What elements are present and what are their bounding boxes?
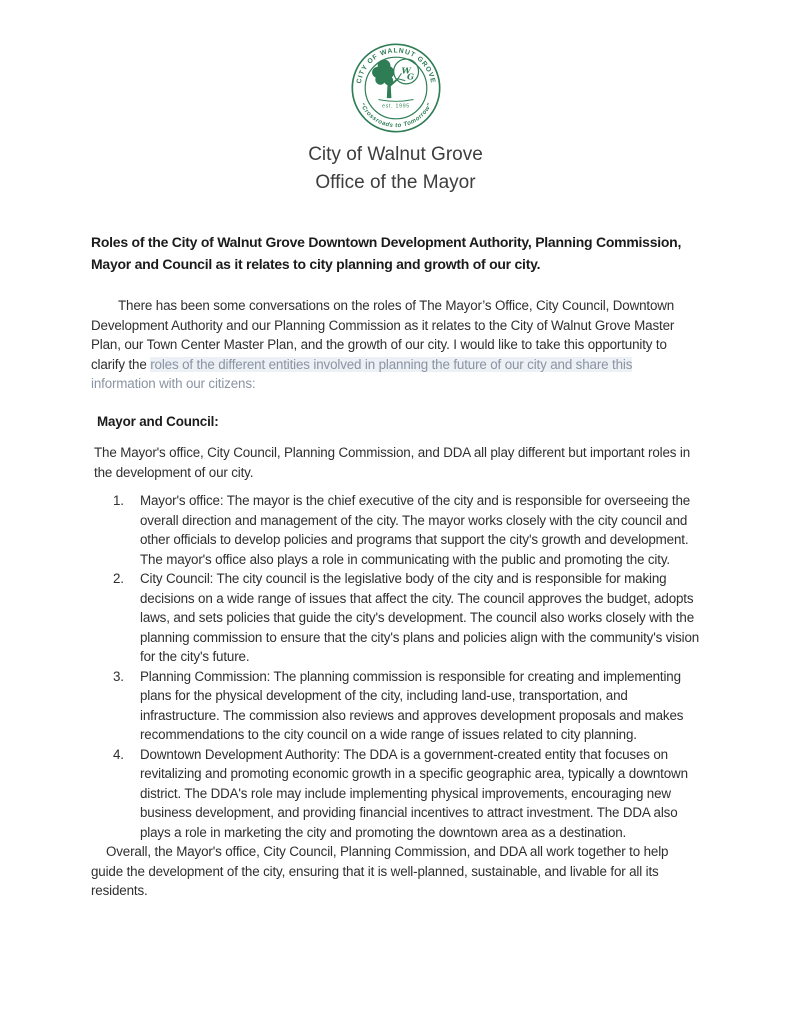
intro-gray-tail: information with our citizens:: [91, 376, 256, 391]
intro-highlighted-text: roles of the different entities involved in planning the future of our city and share this: [150, 356, 633, 372]
list-item-text: Mayor's office: The mayor is the chief executive of the city and is responsible for overseeing the overall direction and management of the city. The mayor works closely with the city council and other officials to develop policies and programs that support the city's growth and development. The mayor's office also plays a role in communicating with the public and promoting the city.: [140, 493, 691, 567]
seal-bottom-text: “Crossroads to Tomorrow”: [358, 102, 433, 130]
city-seal: [91, 42, 700, 134]
section-heading-mayor-and-council: Mayor and Council:: [97, 413, 219, 429]
city-seal-icon: [350, 42, 442, 134]
office-title: Office of the Mayor: [315, 172, 476, 193]
letter-body: [91, 232, 700, 901]
list-item: [113, 491, 700, 569]
intro-paragraph: [91, 296, 700, 394]
list-item-number: 4.: [113, 746, 124, 762]
list-item-number: 3.: [113, 668, 124, 684]
document-heading: Roles of the City of Walnut Grove Downtown Development Authority, Planning Commission, Mayor and Council as it relates to city planning and growth of our city.: [91, 234, 682, 272]
seal-monogram-g: G: [406, 71, 414, 82]
closing-paragraph: Overall, the Mayor's office, City Council, Planning Commission, and DDA all work together to help guide the development of the city, ensuring that it is well-planned, sustainable, and livable for all its residents.: [91, 844, 669, 898]
list-item: [113, 745, 700, 843]
seal-est-text: est. 1995: [381, 103, 410, 110]
list-item-text: Planning Commission: The planning commission is responsible for creating and implementing plans for the physical development of the city, including land-use, transportation, and infrastructure. The commission also reviews and approves development proposals and makes recommendations to the city council on a wide range of issues related to city planning.: [140, 668, 684, 742]
seal-top-text: CITY OF WALNUT GROVE: [355, 47, 436, 85]
letterhead: [91, 42, 700, 197]
list-item-text: City Council: The city council is the legislative body of the city and is responsible for making decisions on a wide range of issues that affect the city. The council approves the budget, adopts laws, and sets policies that guide the city's development. The council also works closely with the planning commission to ensure that the city's plans and policies align with the community's vision for the city's future.: [140, 571, 700, 664]
section-lead-paragraph: The Mayor's office, City Council, Planning Commission, and DDA all play different but important roles in the development of our city.: [94, 445, 691, 480]
seal-monogram-w: W: [401, 65, 411, 76]
list-item-number: 1.: [113, 493, 124, 508]
list-item-number: 2.: [113, 571, 124, 586]
intro-lead-text: There has been some conversations on the roles of The Mayor’s Office, City Council, Downtown Development Authority and our Planning Commission as it relates to the City of Walnut Grove Master Plan, our Town Center Master Plan, and the growth of our city. I would like to take this opportunity to clarify the: [91, 298, 675, 372]
list-item-text: Downtown Development Authority: The DDA is a government-created entity that focuses on revitalizing and promoting economic growth in a specific geographic area, typically a downtown district. The DDA's role may include implementing physical improvements, encouraging new business development, and providing financial incentives to attract investment. The DDA also plays a role in marketing the city and promoting the downtown area as a destination.: [140, 746, 688, 840]
roles-numbered-list: [91, 491, 700, 842]
org-title: City of Walnut Grove: [308, 144, 483, 165]
list-item: [113, 667, 700, 745]
list-item: [113, 569, 700, 667]
